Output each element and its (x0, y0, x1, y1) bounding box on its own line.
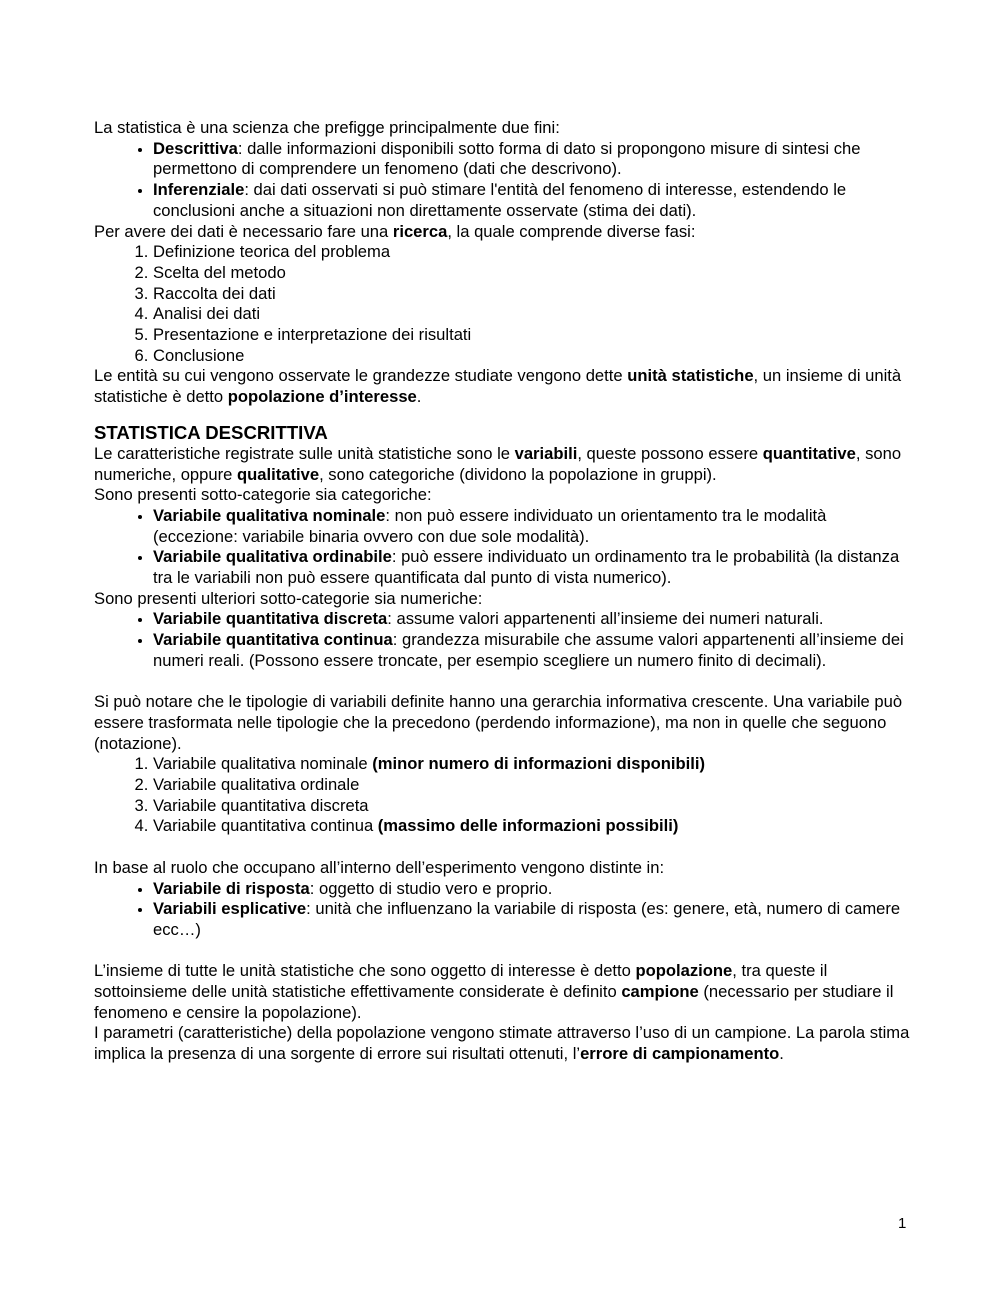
text-run: , la quale comprende diverse fasi: (447, 221, 696, 241)
list-item (153, 180, 914, 221)
list-item (153, 816, 914, 837)
gerarchia-list (94, 754, 914, 837)
ricerca-paragraph (94, 222, 914, 243)
term: Descrittiva (153, 138, 238, 158)
fini-list (94, 139, 914, 222)
list-item: 3. Raccolta dei dati (153, 284, 914, 305)
definition: : dalle informazioni disponibili sotto forma di dato si propongono misure di sintesi che permettono di comprendere un fenomeno (dati che descrivono). (153, 138, 861, 179)
categoriche-paragraph: Sono presenti sotto-categorie sia categoriche: (94, 485, 432, 505)
list-item: 4. Analisi dei dati (153, 304, 914, 325)
ruolo-list (94, 879, 914, 941)
text-run: , queste possono essere (577, 443, 763, 463)
text-run: L’insieme di tutte le unità statistiche che sono oggetto di interesse è detto (94, 961, 636, 981)
term: popolazione (635, 961, 733, 981)
text-run: . (416, 387, 422, 407)
term: unità statistiche (627, 366, 754, 386)
text-run: , sono numeriche, oppure (94, 443, 902, 484)
list-item (153, 139, 914, 180)
list-item (153, 547, 914, 588)
list-item (153, 899, 914, 940)
term: Inferenziale (153, 180, 245, 200)
spacer (94, 672, 914, 693)
definition: : oggetto di studio vero e proprio. (309, 878, 553, 898)
text-run: Le caratteristiche registrate sulle unità statistiche sono le (94, 443, 515, 463)
spacer (94, 837, 914, 858)
gerarchia-paragraph: Si può notare che le tipologie di variabili definite hanno una gerarchia informativa crescente. Una variabile può essere trasformata nelle tipologie che la precedono (perdendo informazione), ma non in quelle che seguono (notazione). (94, 692, 903, 753)
text-run: Le entità su cui vengono osservate le grandezze studiate vengono dette (94, 366, 628, 386)
variabili-paragraph (94, 444, 914, 485)
term: errore di campionamento (580, 1044, 780, 1064)
categoriche-list (94, 506, 914, 589)
numeriche-paragraph: Sono presenti ulteriori sotto-categorie sia numeriche: (94, 588, 483, 608)
term: (massimo delle informazioni possibili) (377, 816, 679, 836)
parametri-paragraph (94, 1023, 914, 1064)
list-item (153, 775, 914, 796)
text-run: , un insieme di unità statistiche è detto (94, 366, 902, 407)
text-run: Variabile qualitativa nominale (153, 754, 373, 774)
list-item: 5. Presentazione e interpretazione dei risultati (153, 325, 914, 346)
fasi-list (94, 242, 914, 366)
term: campione (621, 982, 699, 1002)
section-heading: STATISTICA DESCRITTIVA (94, 421, 328, 443)
list-item: 6. Conclusione (153, 346, 914, 367)
term: quantitative (762, 443, 856, 463)
definition: : non può essere individuato un orientamento tra le modalità (eccezione: variabile binaria ovvero con due sole modalità). (153, 505, 827, 546)
term: popolazione d’interesse (227, 387, 417, 407)
list-item (153, 796, 914, 817)
term: Variabili esplicative (153, 899, 307, 919)
list-item (153, 506, 914, 547)
spacer (94, 941, 914, 962)
text-run: Per avere dei dati è necessario fare una (94, 221, 393, 241)
text-run: . (779, 1044, 784, 1064)
list-item (153, 879, 914, 900)
text-run: I parametri (caratteristiche) della popolazione vengono stimate attraverso l’uso di un campione. La parola stima implica la presenza di una sorgente di errore sui risultati ottenuti, l’ (94, 1023, 910, 1064)
definition: : unità che influenzano la variabile di risposta (es: genere, età, numero di camere ecc…) (153, 899, 901, 939)
text-run: (necessario per studiare il fenomeno e censire la popolazione). (94, 982, 894, 1022)
definition: : grandezza misurabile che assume valori appartenenti all’insieme dei numeri reali. (Possono essere troncate, per esempio scegliere un numero finito di decimali). (153, 630, 904, 670)
list-item (153, 609, 914, 630)
term: Variabile quantitativa discreta (153, 609, 388, 629)
term: (minor numero di informazioni disponibili) (372, 754, 706, 774)
text-run: , tra queste il sottoinsieme delle unità statistiche effettivamente considerate è definito (94, 961, 828, 1002)
text-run: Variabile quantitativa discreta (153, 795, 369, 815)
term: variabili (514, 443, 578, 463)
term: Variabile qualitativa nominale (153, 505, 386, 525)
list-item: 1. Definizione teorica del problema (153, 242, 914, 263)
ruolo-paragraph: In base al ruolo che occupano all’interno dell’esperimento vengono distinte in: (94, 857, 665, 877)
intro-paragraph: La statistica è una scienza che prefigge principalmente due fini: (94, 118, 560, 137)
page-number: 1 (898, 1215, 907, 1232)
numeriche-list (94, 609, 914, 671)
document-page (94, 118, 914, 1065)
definition: : assume valori appartenenti all’insieme dei numeri naturali. (387, 609, 824, 629)
popolazione-paragraph (94, 961, 914, 1023)
list-item (153, 630, 914, 671)
definition: : dai dati osservati si può stimare l'entità del fenomeno di interesse, estendendo le conclusioni anche a situazioni non direttamente osservate (stima dei dati). (153, 180, 847, 220)
list-item: 2. Scelta del metodo (153, 263, 914, 284)
text-run: Variabile qualitativa ordinale (153, 775, 360, 795)
term: Variabile quantitativa continua (153, 630, 393, 650)
term: Variabile di risposta (153, 878, 310, 898)
text-run: , sono categoriche (dividono la popolazione in gruppi). (319, 464, 717, 484)
list-item (153, 754, 914, 775)
definition: : può essere individuato un ordinamento tra le probabilità (la distanza tra le variabili non può essere quantificata dal punto di vista numerico). (153, 547, 900, 588)
unita-paragraph (94, 366, 914, 407)
term: Variabile qualitativa ordinabile (153, 547, 392, 567)
text-run: Variabile quantitativa continua (153, 816, 378, 836)
term: ricerca (392, 221, 448, 241)
term: qualitative (236, 464, 320, 484)
